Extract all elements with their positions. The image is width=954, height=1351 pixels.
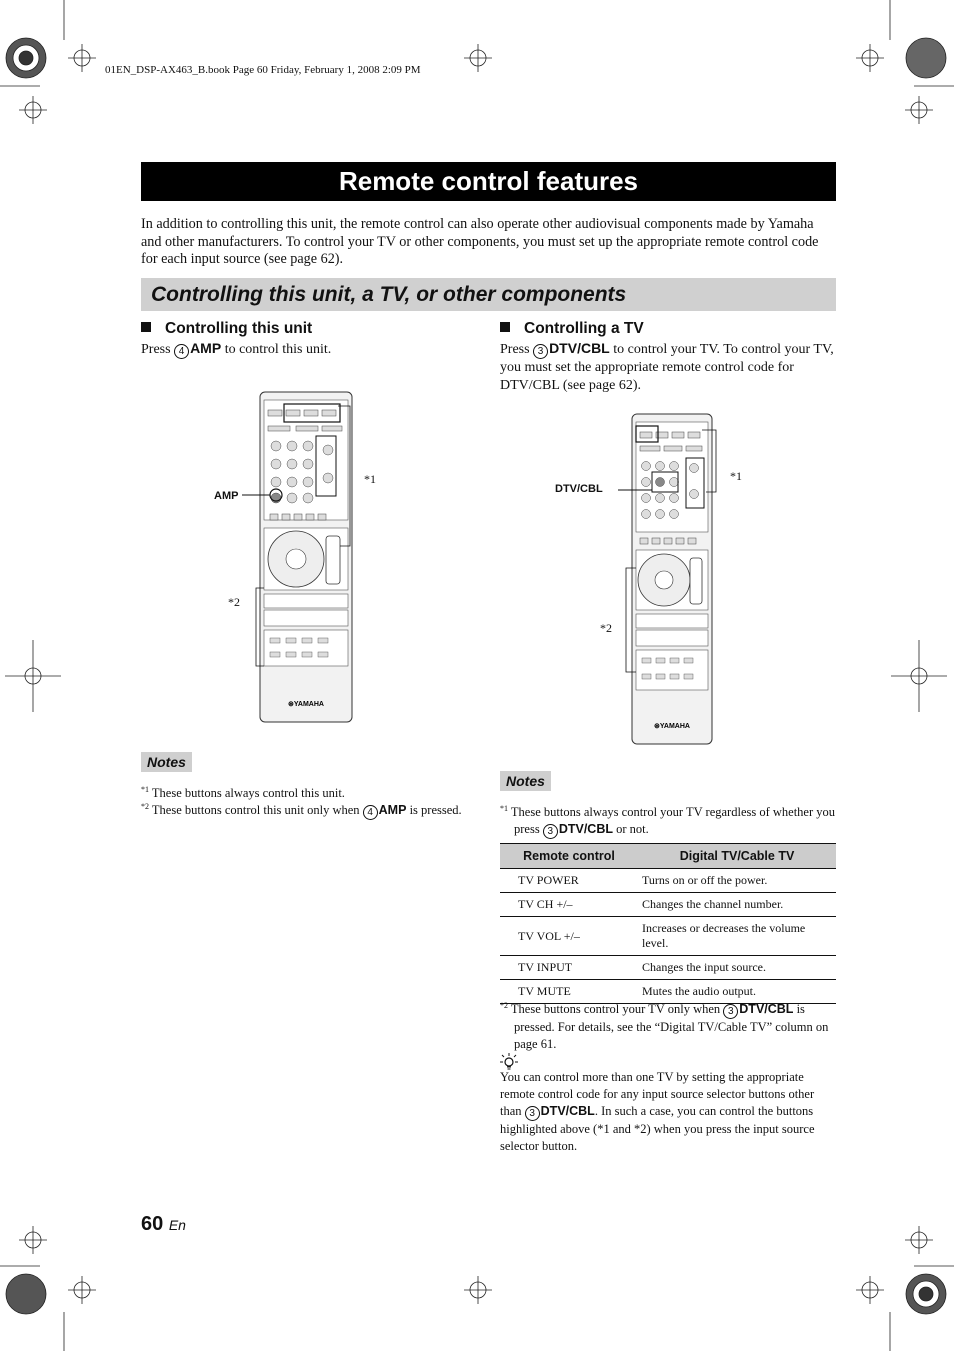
remote-brand-logo: ⊛YAMAHA [654,723,690,730]
table-row: TV VOL +/– Increases or decreases the volume level. [500,917,836,956]
heading-controlling-a-tv: Controlling a TV [500,320,644,338]
table-row: TV INPUT Changes the input source. [500,956,836,980]
table-header: Remote control [500,844,638,869]
intro-paragraph: In addition to controlling this unit, the remote control can also operate other audiovisual components made by Yamaha and other manufacturers. To control your TV or other components, you must set up the appropriate remote control code for each input source (see page 62). [141,216,819,267]
page-title: Remote control features [141,162,836,201]
tip-paragraph: You can control more than one TV by setting the appropriate remote control code for any input source selector buttons other than 3 DTV/CBL. In such a case, you can control the buttons highlighted above (*1 and *2) when you press the input source selector button. [500,1070,815,1153]
print-header: 01EN_DSP-AX463_B.book Page 60 Friday, February 1, 2008 2:09 PM [105,64,421,76]
square-bullet-icon [141,322,151,332]
circled-number-icon: 4 [363,805,378,820]
square-bullet-icon [500,322,510,332]
amp-button-ref: AMP [190,340,222,356]
notes-badge-right: Notes [500,773,551,791]
marker-2-right: *2 [600,621,612,635]
page-number: 60 En [141,1213,186,1235]
circled-number-icon: 3 [533,344,548,359]
heading-controlling-this-unit: Controlling this unit [141,320,312,338]
circled-number-icon: 4 [174,344,189,359]
table-header: Digital TV/Cable TV [638,844,836,869]
table-row: TV CH +/– Changes the channel number. [500,893,836,917]
dtv-cbl-label: DTV/CBL [555,483,603,495]
circled-number-icon: 3 [723,1004,738,1019]
right-instruction: Press 3 DTV/CBL to control your TV. To control your TV, you must set the appropriate remote control code for DTV/CBL (see page 62). [500,340,834,393]
remote-brand-logo: ⊛YAMAHA [288,701,324,708]
left-note-2: $^{*2}$ These buttons control this unit only when 4 AMP is pressed. [141,802,462,819]
marker-2-left: *2 [228,595,240,609]
circled-number-icon: 3 [543,824,558,839]
remote-figure-dtv [560,410,740,750]
tv-control-table [500,843,836,1004]
table-row: TV POWER Turns on or off the power. [500,869,836,893]
marker-1-left: *1 [364,472,376,486]
notes-badge-left: Notes [141,754,192,772]
section-title: Controlling this unit, a TV, or other components [141,278,836,311]
right-note-2: $^{*2}$ These buttons control your TV only when 3 DTV/CBL is pressed. For details, see the “Digital TV/Cable TV” column on page 61. [500,1001,829,1052]
amp-label: AMP [214,490,239,502]
circled-number-icon: 3 [525,1106,540,1121]
left-instruction: Press 4 AMP to control this unit. [141,340,332,357]
dtv-cbl-button-ref: DTV/CBL [549,340,610,356]
remote-figure-amp [210,388,390,728]
table-row: TV MUTE Mutes the audio output. [500,980,836,1004]
left-note-1: $^{*1}$ These buttons always control this unit. [141,785,345,801]
marker-1-right: *1 [730,469,742,483]
right-note-1: $^{*1}$ These buttons always control your TV regardless of whether you press 3 DTV/CBL or not. [500,804,836,838]
